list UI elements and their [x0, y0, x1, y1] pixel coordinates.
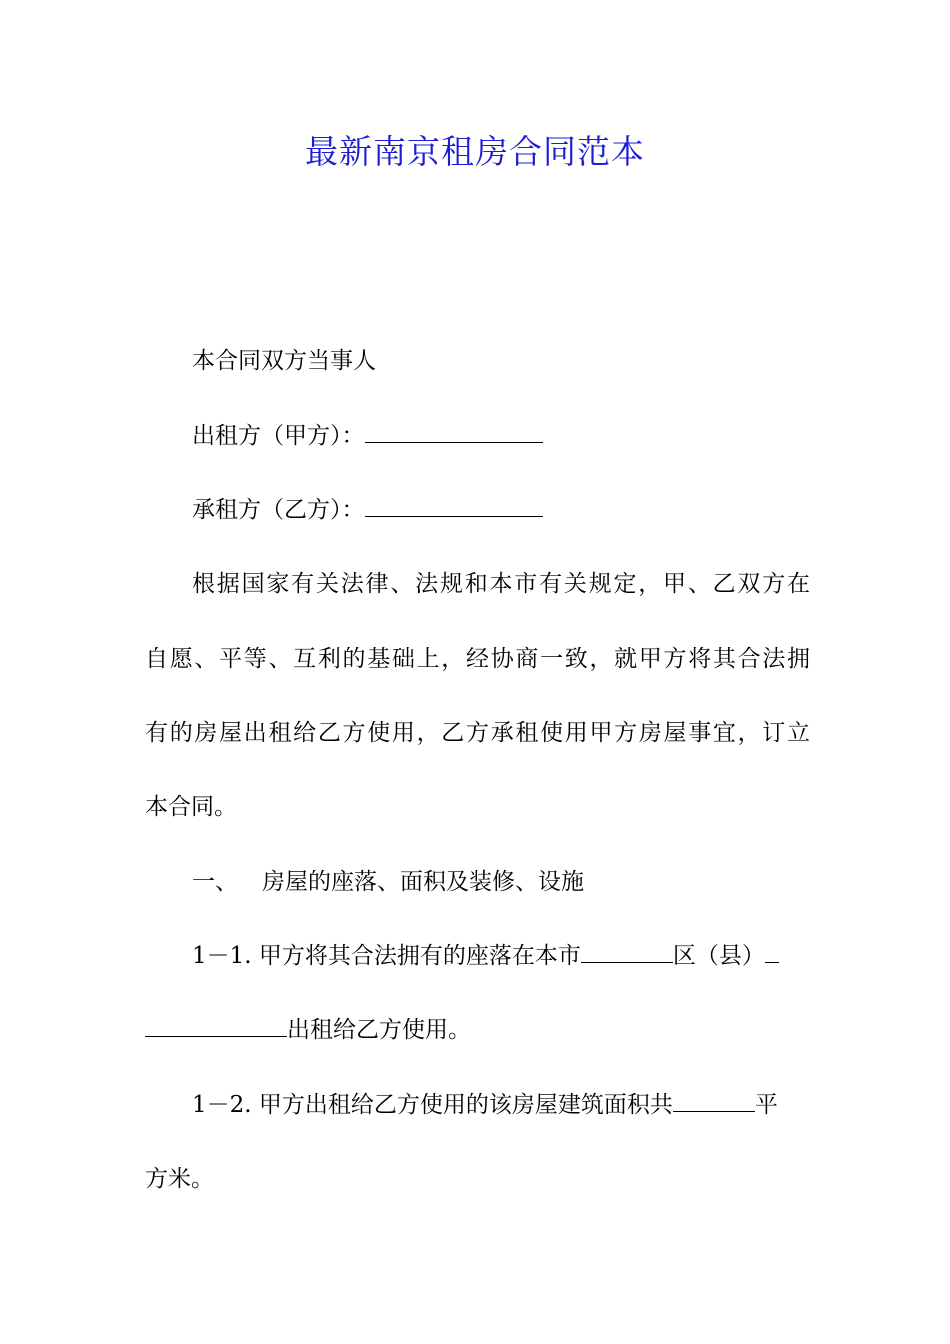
clause-1-1-line-1 — [192, 939, 810, 973]
clause-1-1-line-2 — [145, 1013, 810, 1047]
lessee-label: 承租方（乙方）： — [192, 497, 365, 523]
section-1-heading — [192, 865, 810, 899]
lessor-label: 出租方（甲方）： — [192, 423, 365, 449]
lessor-blank — [365, 420, 543, 443]
clause-1-2-line-2: 方米。 — [145, 1166, 214, 1192]
clause-1-1-text: 1－1. 甲方将其合法拥有的座落在本市 — [192, 943, 581, 969]
clause-1-2-line-1 — [192, 1088, 810, 1122]
address-blank-start — [765, 940, 779, 963]
intro-line-2: 自愿、平等、互利的基础上，经协商一致，就甲方将其合法拥 — [145, 646, 810, 672]
district-label: 区（县） — [672, 943, 765, 969]
clause-1-1-tail: 出租给乙方使用。 — [287, 1017, 471, 1043]
address-blank — [145, 1014, 287, 1037]
lessee-line — [192, 493, 810, 527]
parties-heading: 本合同双方当事人 — [192, 348, 376, 374]
intro-line-4: 本合同。 — [145, 794, 237, 820]
lessor-line — [192, 419, 810, 453]
area-unit-start: 平 — [754, 1092, 778, 1118]
lessee-blank — [365, 494, 543, 517]
intro-line-1: 根据国家有关法律、法规和本市有关规定，甲、乙双方在 — [192, 571, 810, 597]
clause-1-2-text: 1－2. 甲方出租给乙方使用的该房屋建筑面积共 — [192, 1092, 673, 1118]
document-title: 最新南京租房合同范本 — [305, 132, 645, 171]
area-blank — [673, 1089, 755, 1112]
section-1-number: 一、 — [192, 869, 238, 895]
intro-line-3: 有的房屋出租给乙方使用，乙方承租使用甲方房屋事宜，订立 — [145, 720, 810, 746]
section-1-title: 房屋的座落、面积及装修、设施 — [262, 869, 584, 895]
district-blank — [581, 940, 673, 963]
